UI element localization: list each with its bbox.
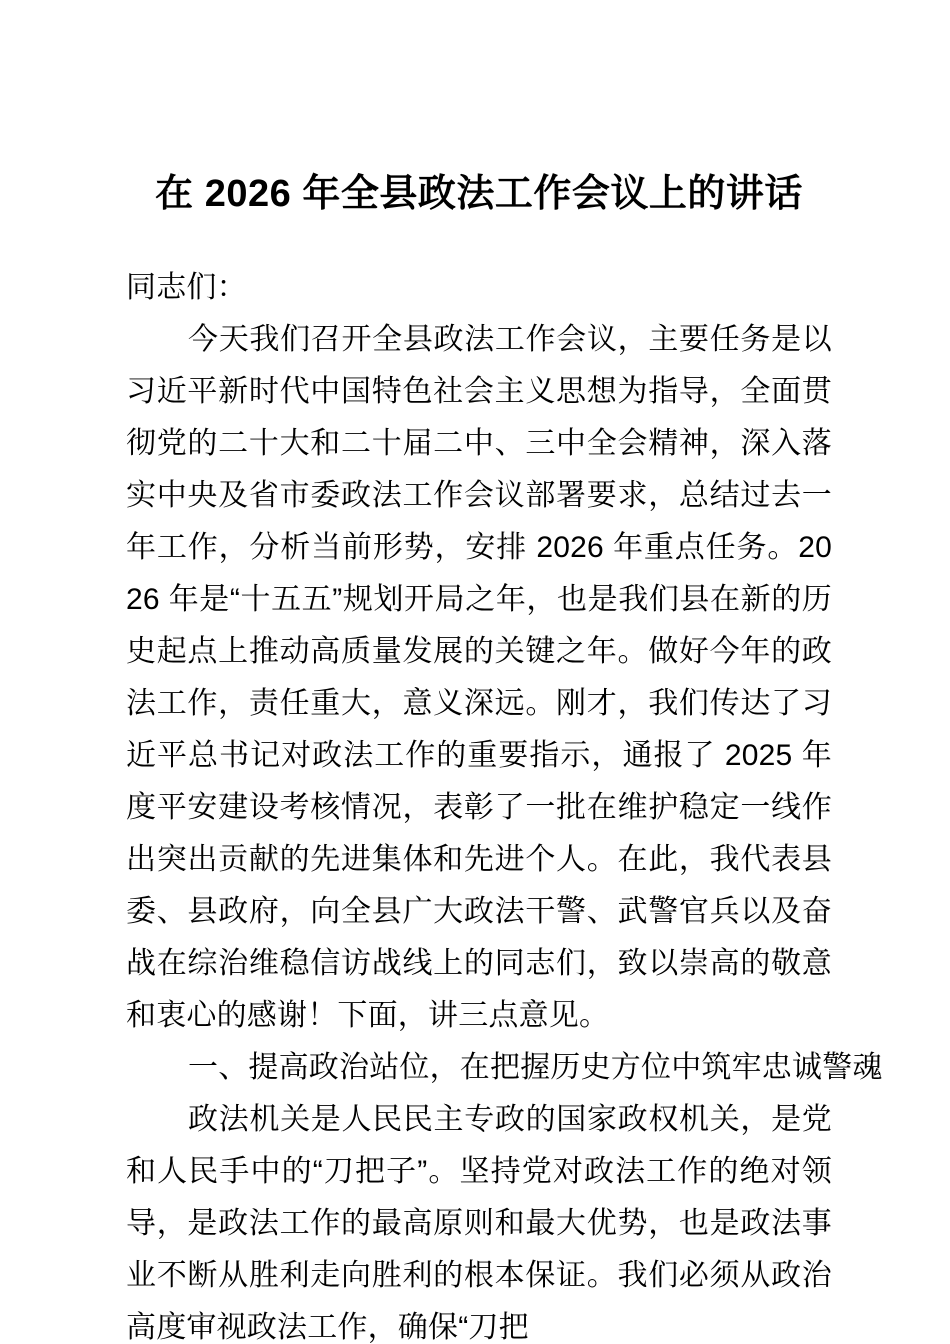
section-heading-one: 一、提高政治站位，在把握历史方位中筑牢忠诚警魂 [188,1051,883,1084]
page-title: 在 2026 年全县政法工作会议上的讲话 [155,173,803,215]
salutation: 同志们： [126,271,247,304]
page-content [126,0,883,1344]
section-one-paragraph: 政法机关是人民民主专政的国家政权机关，是党和人民手中的“刀把子”。坚持党对政法工作的绝对领导，是政法工作的最高原则和最大优势，也是政法事业不断从胜利走向胜利的根本保证。我们必须从政治高度审视政法工作，确保“刀把 [126,1103,832,1344]
opening-paragraph: 今天我们召开全县政法工作会议，主要任务是以习近平新时代中国特色社会主义思想为指导，全面贯彻党的二十大和二十届二中、三中全会精神，深入落实中央及省市委政法工作会议部署要求，总结过去一年工作，分析当前形势，安排 2026 年重点任务。2026 年是“十五五”规划开局之年，也是我们县在新的历史起点上推动高质量发展的关键之年。做好今年的政法工作，责任重大，意义深远。刚才，我们传达了习近平总书记对政法工作的重要指示，通报了 2025 年度平安建设考核情况，表彰了一批在维护稳定一线作出突出贡献的先进集体和先进个人。在此，我代表县委、县政府，向全县广大政法干警、武警官兵以及奋战在综治维稳信访战线上的同志们，致以崇高的敬意和衷心的感谢！下面，讲三点意见。 [126,323,832,1032]
